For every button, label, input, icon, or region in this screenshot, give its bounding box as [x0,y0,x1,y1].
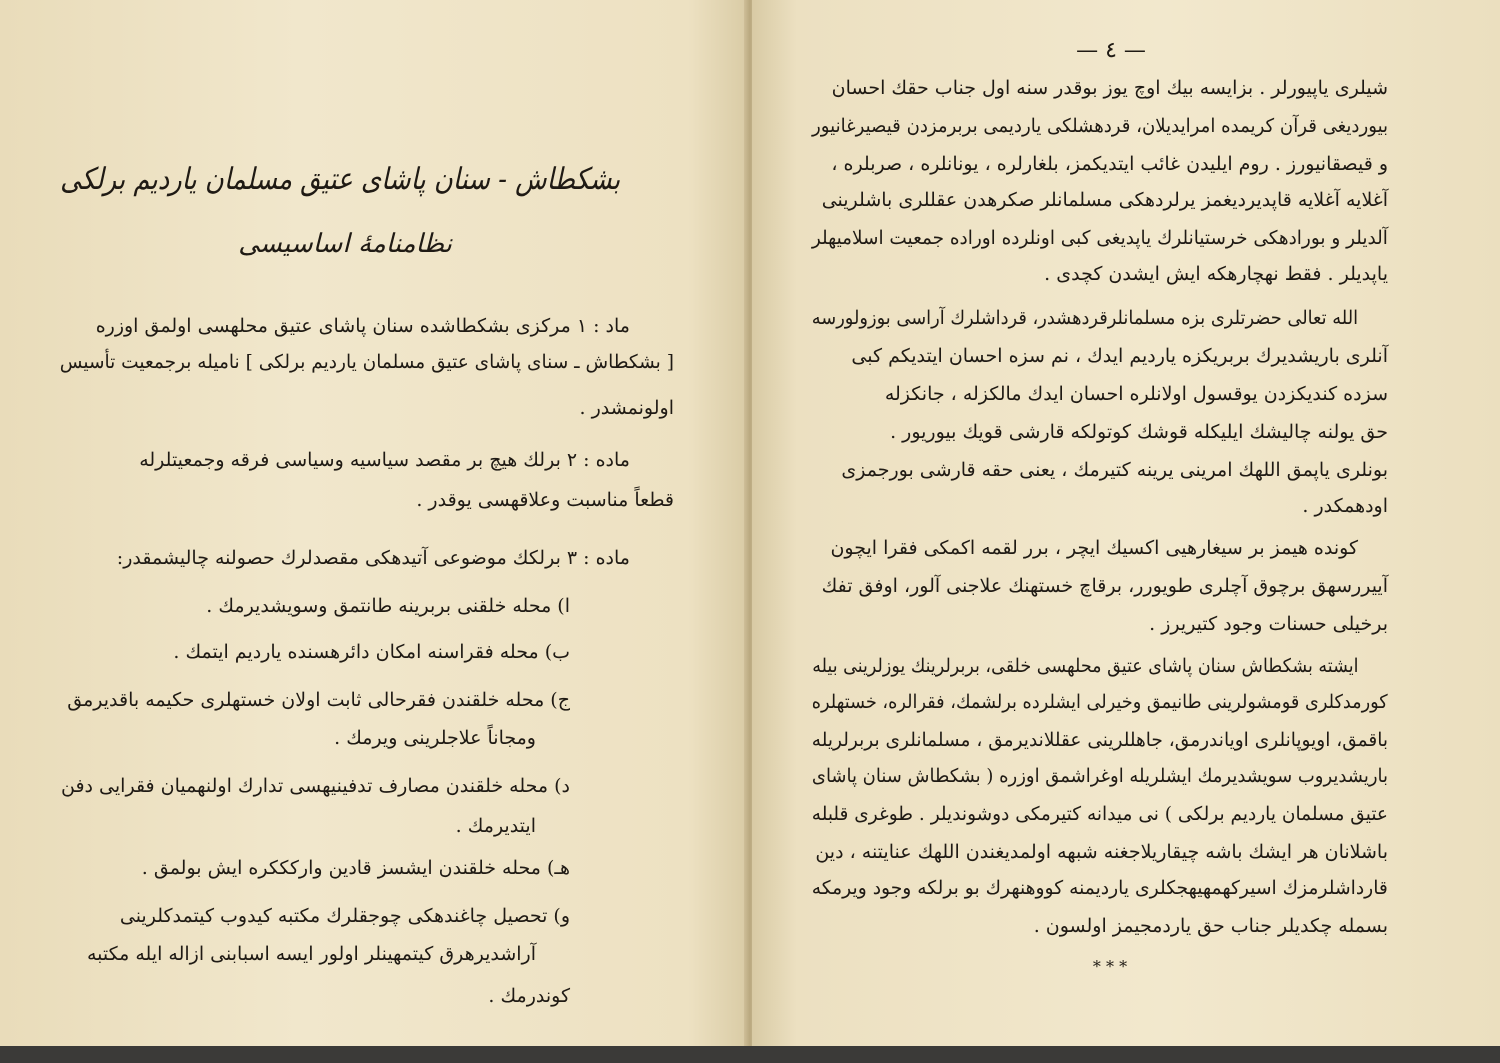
right-line: قارداشلرمزك اسیركهمهیهجكلری یاردیمنه كووهنهرك بو برلكه وجود ویرمكه [811,877,1388,899]
left-line: ماد : ۱ مركزی بشكطاشده سنان پاشای عتیق محلهسی اولمق اوزره [95,315,630,337]
right-line: حق یولنه چالیشك ایلیكله قوشك كوتولكه قارشی قویك بیوریور . [890,421,1388,443]
right-line: ایشته بشكطاش سنان پاشای عتیق محلهسی خلقی، بربرلرینك یوزلرینی بیله [811,655,1358,677]
left-line: [ بشكطاش ـ سنای پاشای عتیق مسلمان یاردیم برلكی ] نامیله برجمعیت تأسیس [59,351,674,373]
left-line: هـ) محله خلقندن ایشسز قادین واركككره ایش بولمق . [141,857,570,879]
right-line: آییررسهق برچوق آچلری طویورر، برقاچ خستهنك علاجنی آلور، اوفق تفك [821,575,1388,597]
right-line: برخیلی حسنات وجود كتیریرز . [1149,613,1388,635]
left-line: ومجاناً علاجلرینی ویرمك . [334,727,536,749]
left-line: ایتدیرمك . [455,815,536,837]
background-edge [0,1046,1500,1063]
left-line: اولونمشدر . [579,397,674,419]
left-line: و) تحصیل چاغندهكی چوجقلرك مكتبه كیدوب كیتمدكلرینی [119,905,570,927]
right-line: باقمق، اویوپانلری اویاندرمق، جاهللرینی عقللاندیرمق ، مسلمانلری بربرلریله [811,729,1388,751]
right-line: بونلری یاپمق اللهك امرینی یرینه كتیرمك ، یعنی حقه قارشی بورجمزی [841,459,1388,481]
left-line: كوندرمك . [488,985,570,1007]
left-line: ماده : ۲ برلك هیچ بر مقصد سیاسیه وسیاسی فرقه وجمعیتلرله [139,449,630,471]
page-subtitle: نظامنامهٔ اساسیسی [238,229,452,259]
left-page [0,0,748,1046]
right-line: باریشدیروب سویشدیرمك ایشلریله اوغراشمق اوزره ( بشكطاش سنان پاشای [811,765,1388,787]
left-line: آراشدیرهرق كیتمهینلر اولور ایسه اسبابنی ازاله ایله مكتبه [86,943,536,965]
right-line: اودهمكدر . [1302,495,1388,517]
page-number: — ٤ — [1076,38,1146,63]
right-line: شیلری یاپیورلر . بزایسه بیك اوچ یوز بوقدر سنه اول جناب حقك احسان [831,77,1388,99]
right-line: بسمله چكدیلر جناب حق یاردمجیمز اولسون . [1033,915,1388,937]
left-line: قطعاً مناسبت وعلاقهسی یوقدر . [416,489,674,511]
right-line: عتیق مسلمان یاردیم برلكی ) نی میدانه كتیرمكی دوشوندیلر . طوغری قلبله [811,803,1388,825]
right-page [752,0,1500,1046]
left-line: ا) محله خلقنی بربرینه طانتمق وسویشدیرمك . [206,595,570,617]
right-line: آنلری باریشدیرك بربریكزه یاردیم ایدك ، نم سزه احسان ایتدیكم كبی [851,345,1388,367]
right-line: یاپدیلر . فقط نهچارهكه ایش ایشدن كچدی . [1044,263,1388,285]
right-line: الله تعالی حضرتلری بزه مسلمانلرقردهشدر، قرداشلرك آراسی بوزولورسه [811,307,1358,329]
right-line: كورمدكلری قومشولرینی طانیمق وخیرلی ایشلرده برلشمك، فقرالره، خستهلره [811,691,1388,713]
right-line: و قیصقانیورز . روم ایلیدن غائب ایتدیكمز، بلغارلره ، یونانلره ، صربلره ، [831,153,1388,175]
page-title: بشكطاش - سنان پاشای عتیق مسلمان یاردیم برلكی [60,162,620,197]
right-line: سزده كندیكزدن یوقسول اولانلره احسان ایدك مالكزله ، جانكزله [884,383,1388,405]
right-line: آلدیلر و بورادهكی خرستیانلرك یاپدیغی كبی اونلرده اوراده جمعیت اسلامیهلر [811,227,1388,249]
left-line: ب) محله فقراسنه امكان دائرهسنده یاردیم ایتمك . [173,641,570,663]
left-line: ماده : ۳ برلكك موضوعی آتیدهكی مقصدلرك حصولنه چالیشمقدر: [116,547,630,569]
left-line: د) محله خلقندن مصارف تدفینیهسی تدارك اولنهمیان فقرایی دفن [61,775,570,797]
left-line: ج) محله خلقندن فقرحالی ثابت اولان خستهلری حكیمه باقدیرمق [67,689,570,711]
ornament-stars: * * * [1092,957,1128,976]
right-line: بیوردیغی قرآن كریمده امرایدیلان، قردهشلكی یاردیمی بربرمزدن قیصیرغانیور [811,115,1388,137]
right-line: كونده هیمز بر سیغارهیی اكسیك ایچر ، برر لقمه اكمكی فقرا ایچون [830,537,1358,559]
right-line: آغلایه آغلایه قاپدیردیغمز یرلردهكی مسلمانلر صكرهدن عقللری باشلرینی [821,189,1388,211]
right-line: باشلانان هر ایشك باشه چیقاریلاجغنه شبهه اولمدیغندن اللهك عنایتنه ، دین [815,841,1388,863]
